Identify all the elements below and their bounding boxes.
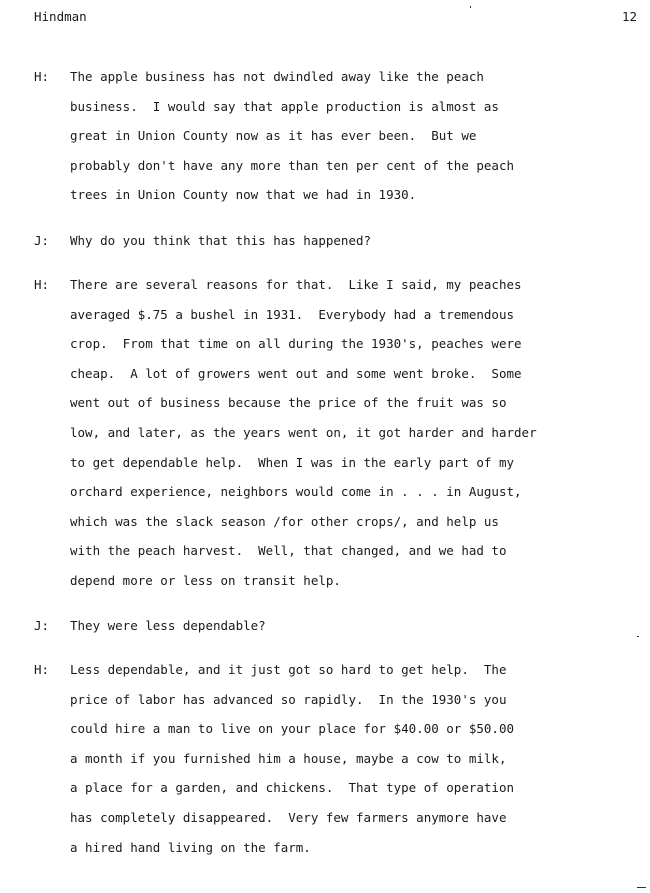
speaker-text xyxy=(70,611,645,641)
speaker-text xyxy=(70,226,645,256)
text-line: probably don't have any more than ten per cent of the peach xyxy=(70,157,515,173)
text-line: a place for a garden, and chickens. That type of operation xyxy=(70,780,515,796)
header-interviewee-name: Hindman xyxy=(34,9,87,24)
speaker-label: H: xyxy=(34,69,50,84)
text-line: business. I would say that apple production is almost as xyxy=(70,98,499,114)
text-line: a hired hand living on the farm. xyxy=(70,839,311,855)
text-line: to get dependable help. When I was in the early part of my xyxy=(70,454,515,470)
text-line: great in Union County now as it has ever been. But we xyxy=(70,128,477,144)
text-line: has completely disappeared. Very few farmers anymore have xyxy=(70,809,507,825)
text-line: averaged $.75 a bushel in 1931. Everybody had a tremendous xyxy=(70,306,515,322)
text-line: trees in Union County now that we had in 1930. xyxy=(70,187,417,203)
scan-mark xyxy=(470,6,471,8)
page-number: 12 xyxy=(622,9,638,24)
text-line: with the peach harvest. Well, that changed, and we had to xyxy=(70,543,507,559)
text-line: went out of business because the price of the fruit was so xyxy=(70,395,507,411)
speaker-text xyxy=(70,62,645,210)
speaker-label: J: xyxy=(34,618,50,633)
text-line: could hire a man to live on your place for $40.00 or $50.00 xyxy=(70,721,515,737)
scan-mark xyxy=(637,887,646,888)
speaker-text xyxy=(70,655,645,862)
text-line: which was the slack season /for other crops/, and help us xyxy=(70,513,499,529)
text-line: Why do you think that this has happened? xyxy=(70,233,372,248)
speaker-label: H: xyxy=(34,277,50,292)
text-line: cheap. A lot of growers went out and some went broke. Some xyxy=(70,365,522,381)
text-line: price of labor has advanced so rapidly. In the 1930's you xyxy=(70,691,507,707)
speaker-label: H: xyxy=(34,662,50,677)
scan-mark xyxy=(637,636,639,637)
text-line: There are several reasons for that. Like I said, my peaches xyxy=(70,277,522,292)
text-line: low, and later, as the years went on, it got harder and harder xyxy=(70,424,537,440)
text-line: The apple business has not dwindled away like the peach xyxy=(70,69,484,84)
text-line: They were less dependable? xyxy=(70,618,266,633)
text-line: depend more or less on transit help. xyxy=(70,572,341,588)
text-line: orchard experience, neighbors would come in . . . in August, xyxy=(70,484,522,500)
text-line: crop. From that time on all during the 1930's, peaches were xyxy=(70,336,522,352)
text-line: Less dependable, and it just got so hard to get help. The xyxy=(70,662,507,677)
text-line: a month if you furnished him a house, maybe a cow to milk, xyxy=(70,750,507,766)
speaker-label: J: xyxy=(34,233,50,248)
speaker-text xyxy=(70,270,645,596)
